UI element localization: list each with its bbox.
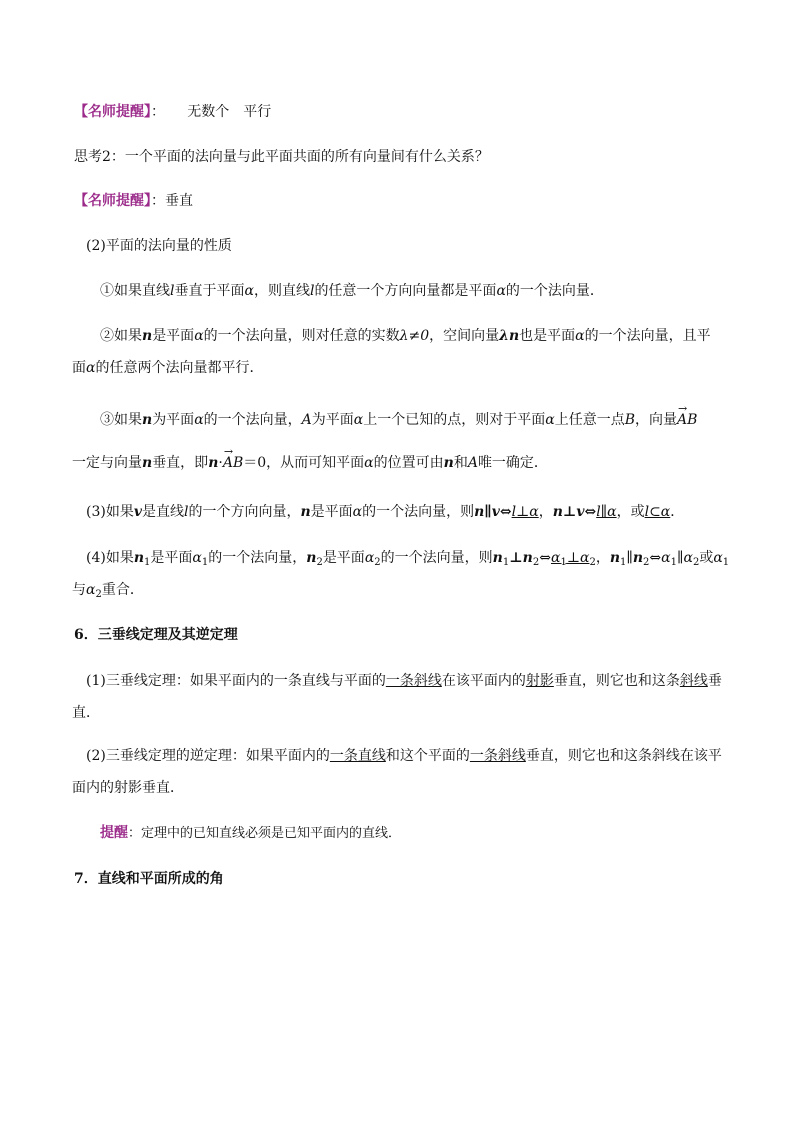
property-3-line2: 一定与向量n垂直，即n·→ AB＝0，从而可知平面α的位置可由n和A唯一确定．: [72, 453, 548, 473]
property-2-line1: ②如果n是平面α的一个法向量，则对任意的实数λ≠0，空间向量λn也是平面α的一个法向量，且平: [100, 328, 711, 344]
answer-blank: l∥α: [596, 504, 617, 520]
answer-blank: 一条斜线: [469, 748, 526, 764]
reminder-note: [100, 823, 401, 844]
property-3-line1: ③如果n为平面α的一个法向量，A为平面α上一个已知的点，则对于平面α上任意一点B，向量→ AB: [100, 410, 697, 430]
property-2-line2: 面α的任意两个法向量都平行．: [72, 360, 264, 376]
answer-blank: l⊂α: [644, 504, 671, 520]
hint-answer-1: [74, 102, 271, 122]
vector-AB: → AB: [223, 453, 243, 473]
hint-colon: ：: [151, 193, 165, 209]
theorem-2-line1: (2)三垂线定理的逆定理：如果平面内的一条直线和这个平面的一条斜线垂直，则它也和这条斜线在该平: [86, 748, 722, 764]
hint-colon: ：: [151, 104, 165, 120]
reminder-label: 提醒: [100, 825, 128, 841]
hint-answer-text: 无数个 平行: [187, 104, 272, 120]
think-question-2: 思考2：一个平面的法向量与此平面共面的所有向量间有什么关系？: [74, 149, 489, 165]
section-normal-vector-properties: (2)平面的法向量的性质: [86, 238, 232, 254]
item-4-line1: (4)如果$n_1$是平面$\alpha_1$的一个法向量，$n_2$是平面$\alpha_2$的一个法向量，则$n_1\perp n_2\Leftrightarrow\alpha_1\perp\alpha_2$，$n_1\parallel n_2\Leftrightarrow\alpha_1\parallel\alpha_2$或$\alpha_1$: [86, 550, 730, 568]
answer-blank: $\alpha_1\perp\alpha_2$: [550, 550, 596, 568]
vector-AB: → AB: [677, 410, 697, 430]
answer-blank: 射影: [525, 673, 554, 689]
answer-blank: l⊥α: [511, 504, 539, 520]
theorem-1-line2: 直．: [72, 705, 100, 721]
hint-label: 【名师提醒】: [74, 104, 151, 120]
reminder-text: ：定理中的已知直线必须是已知平面内的直线．: [128, 826, 402, 841]
hint-answer-2: [74, 191, 193, 211]
answer-blank: 斜线: [679, 673, 708, 689]
theorem-1-line1: (1)三垂线定理：如果平面内的一条直线与平面的一条斜线在该平面内的射影垂直，则它也和这条斜线垂: [86, 673, 722, 689]
answer-blank: 一条直线: [329, 748, 386, 764]
section-7-heading: 7．直线和平面所成的角: [74, 871, 224, 887]
hint-label: 【名师提醒】: [74, 193, 151, 209]
section-6-heading: 6．三垂线定理及其逆定理: [74, 627, 238, 643]
item-3: (3)如果v是直线l的一个方向向量，n是平面α的一个法向量，则n∥v⇔l⊥α，n⊥v⇔l∥α，或l⊂α．: [86, 504, 685, 520]
hint-answer-text: 垂直: [165, 193, 193, 209]
answer-blank: 一条斜线: [385, 673, 442, 689]
theorem-2-line2: 面内的射影垂直．: [72, 780, 184, 796]
item-4-line2: 与$\alpha_2$重合．: [72, 582, 144, 600]
property-1: ①如果直线l垂直于平面α，则直线l的任意一个方向向量都是平面α的一个法向量．: [100, 283, 604, 299]
